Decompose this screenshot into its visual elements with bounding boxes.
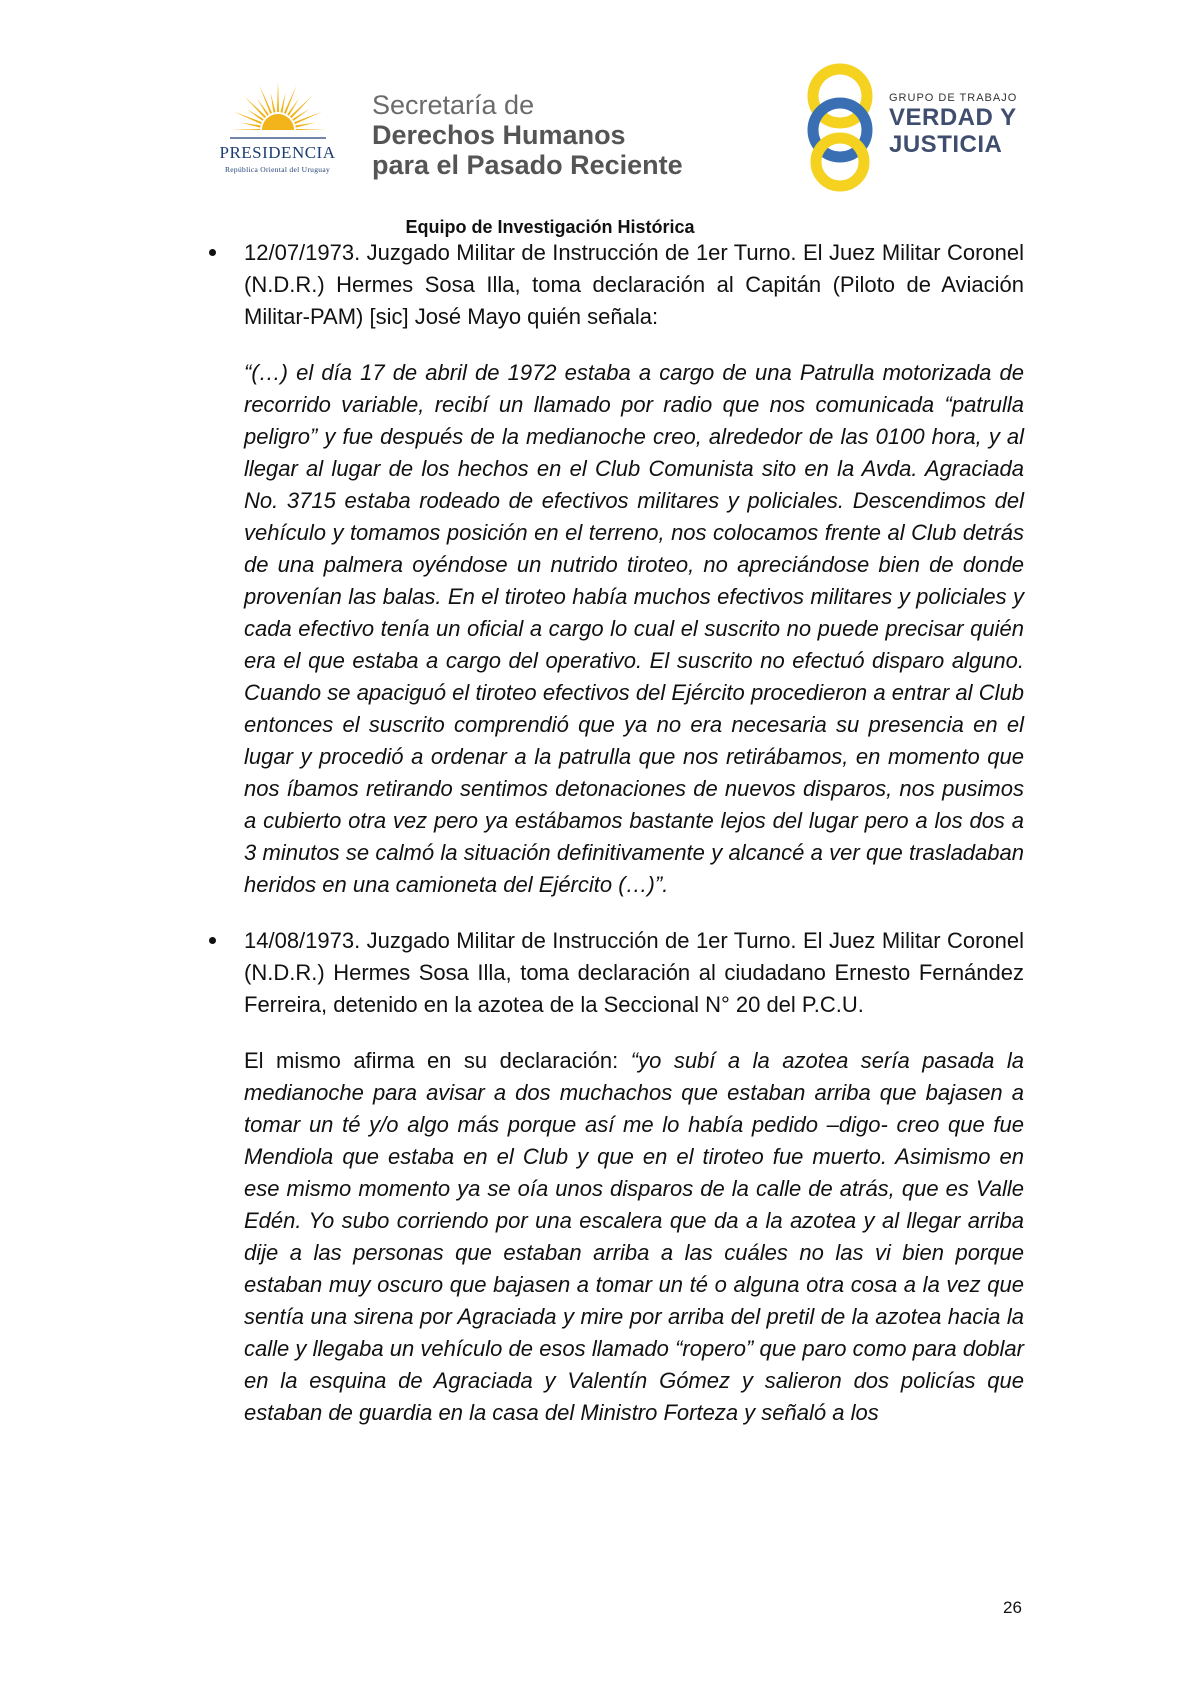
bullet-icon xyxy=(209,249,216,256)
secretaria-line3: para el Pasado Reciente xyxy=(372,150,683,180)
presidencia-wordmark xyxy=(200,143,355,174)
entry-1-intro: 12/07/1973. Juzgado Militar de Instrucción de 1er Turno. El Juez Militar Coronel (N.D.R.) Hermes Sosa Illa, toma declaración al Capitán (Piloto de Aviación Militar-PAM) [sic] José Mayo quién señala: xyxy=(244,240,1024,329)
entry-2 xyxy=(244,925,1024,1021)
secretaria-line1: Secretaría de xyxy=(372,90,535,120)
grupo-trabajo-wordmark xyxy=(889,92,1017,158)
entry-2-statement xyxy=(244,1045,1024,1429)
gvj-line2: JUSTICIA xyxy=(889,131,1003,158)
entry-1 xyxy=(244,237,1024,333)
entry-1-quote: “(…) el día 17 de abril de 1972 estaba a cargo de una Patrulla motorizada de recorrido variable, recibí un llamado por radio que nos comunicada “patrulla peligro” y fue después de la medianoche creo, alrededor de las 0100 hora, y al llegar al lugar de los hechos en el Club Comunista sito en la Avda. Agraciada No. 3715 estaba rodeado de efectivos militares y policiales. Descendimos del vehículo y tomamos posición en el terreno, nos colocamos frente al Club detrás de una palmera oyéndose un nutrido tiroteo, no apreciándose bien de donde provenían las balas. En el tiroteo había muchos efectivos militares y policiales y cada efectivo tenía un oficial a cargo lo cual el suscrito no puede precisar quién era el que estaba a cargo del operativo. El suscrito no efectuó disparo alguno. Cuando se apaciguó el tiroteo efectivos del Ejército procedieron a entrar al Club entonces el suscrito comprendió que ya no era necesaria su presencia en el lugar y procedió a ordenar a la patrulla que nos retirábamos, en momento que nos íbamos retirando sentimos detonaciones de nuevos disparos, nos pusimos a cubierto otra vez pero ya estábamos bastante lejos del lugar pero a los dos a 3 minutos se calmó la situación definitivamente y alcancé a ver que trasladaban heridos en una camioneta del Ejército (…)”. xyxy=(244,360,1024,897)
secretaria-wordmark xyxy=(372,90,683,180)
secretaria-line2: Derechos Humanos xyxy=(372,120,626,150)
presidencia-subtitle: República Oriental del Uruguay xyxy=(224,165,330,174)
grupo-trabajo-logo xyxy=(800,62,880,192)
entry-2-quote: “yo subí a la azotea sería pasada la medianoche para avisar a dos muchachos que estaban arriba que bajasen a tomar un té y/o algo más porque así me lo había pedido –digo- creo que fue Mendiola que estaba en el Club y que en el tiroteo fue muerto. Asimismo en ese mismo momento ya se oía unos disparos de la calle de atrás, que es Valle Edén. Yo subo corriendo por una escalera que da a la azotea y al llegar arriba dije a las personas que estaban arriba a las cuáles no las vi bien porque estaban muy oscuro que bajasen a tomar un té o alguna otra cosa a la vez que sentía una sirena por Agraciada y mire por arriba del pretil de la azotea hacia la calle y llegaba un vehículo de esos llamado “ropero” que paro como para doblar en la esquina de Agraciada y Valentín Gómez y salieron dos policías que estaban de guardia en la casa del Ministro Forteza y señaló a los xyxy=(244,1048,1024,1425)
presidencia-name: PRESIDENCIA xyxy=(219,143,336,162)
page-number: 26 xyxy=(1003,1598,1022,1617)
presidencia-sun-logo xyxy=(228,78,328,140)
gvj-small-title: GRUPO DE TRABAJO xyxy=(889,92,1018,104)
entry-2-lead: El mismo afirma en su declaración: xyxy=(244,1048,631,1073)
gvj-line1: VERDAD Y xyxy=(889,104,1017,131)
bullet-icon xyxy=(209,937,216,944)
entry-2-intro: 14/08/1973. Juzgado Militar de Instrucción de 1er Turno. El Juez Militar Coronel (N.D.R.) Hermes Sosa Illa, toma declaración al ciudadano Ernesto Fernández Ferreira, detenido en la azotea de la Seccional N° 20 del P.C.U. xyxy=(244,928,1024,1017)
team-title: Equipo de Investigación Histórica xyxy=(405,217,695,237)
document-body xyxy=(244,237,1024,1429)
